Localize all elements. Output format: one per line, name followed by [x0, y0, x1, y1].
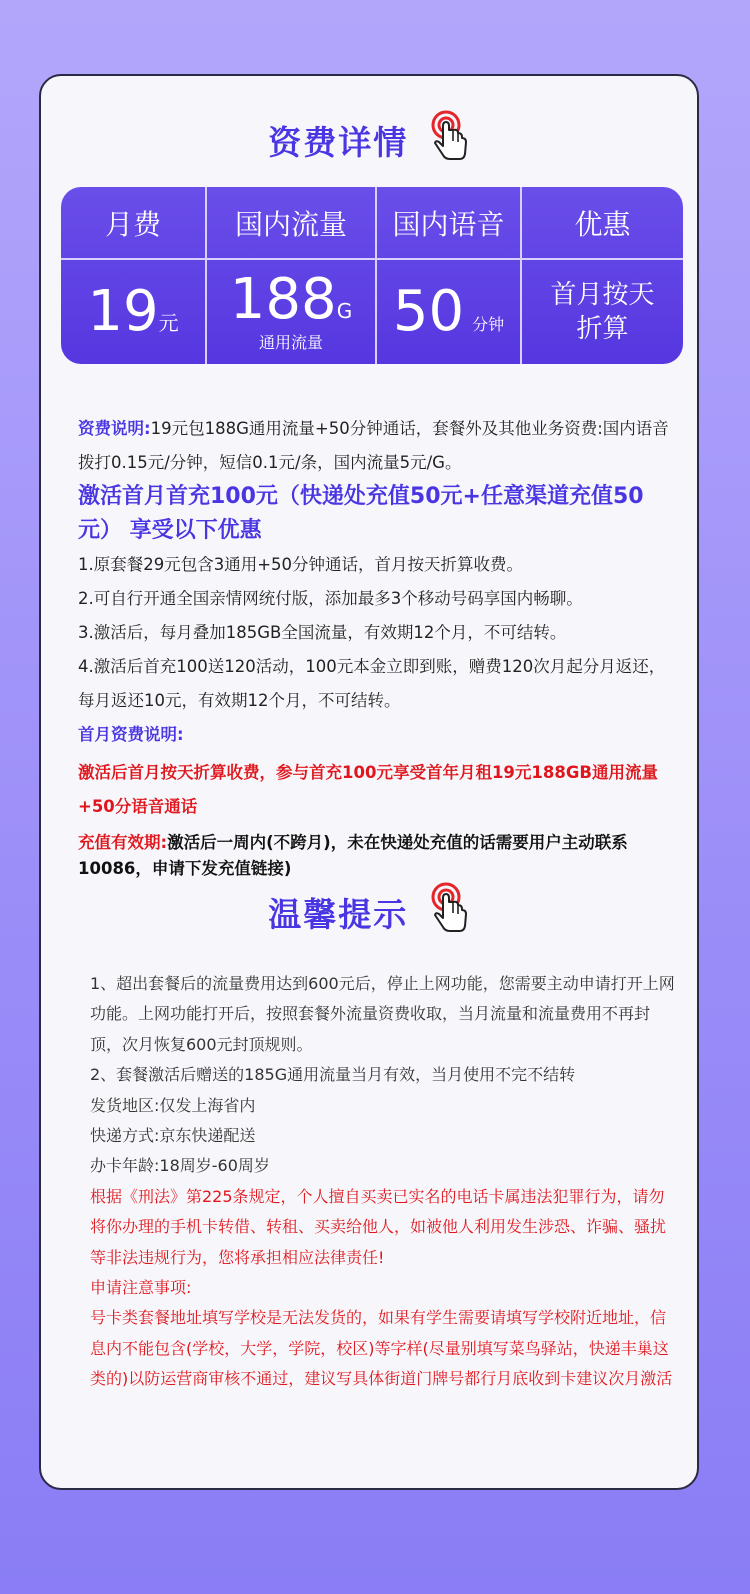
fee-description [78, 412, 678, 882]
header-domestic-voice: 国内语音 [375, 187, 520, 258]
voice-unit: 分钟 [472, 315, 505, 334]
header-domestic-data: 国内流量 [205, 187, 375, 258]
tip-age-limit: 办卡年龄:18周岁-60周岁 [90, 1156, 270, 1176]
tip-notice-label: 申请注意事项: [90, 1278, 192, 1298]
tap-hand-icon [430, 110, 470, 170]
data-subtitle: 通用流量 [258, 332, 323, 352]
offer-line-2: 折算 [576, 314, 629, 344]
data-unit: G [336, 298, 353, 323]
tip-line-2: 2、套餐激活后赠送的185G通用流量当月有效，当月使用不完不结转 [90, 1065, 576, 1085]
offer-item-3: 3.激活后，每月叠加185GB全国流量，有效期12个月，不可结转。 [78, 623, 567, 642]
plan-table [61, 187, 683, 364]
offer-item-4: 4.激活后首充100送120活动，100元本金立即到账，赠费120次月起分月返还，每月返还10元，有效期12个月，不可结转。 [78, 657, 666, 710]
warm-tips [90, 969, 675, 1395]
offer-item-2: 2.可自行开通全国亲情网统付版，添加最多3个移动号码享国内畅聊。 [78, 589, 583, 608]
offer-line-1: 首月按天 [550, 280, 655, 310]
first-month-text: 激活后首月按天折算收费，参与首充100元享受首年月租19元188GB通用流量+50分语音通话 [78, 763, 658, 816]
value-monthly-fee [61, 260, 205, 364]
tip-legal-warning: 根据《刑法》第225条规定，个人擅自买卖已实名的电话卡属违法犯罪行为，请勿将你办理的手机卡转借、转租、买卖给他人，如被他人利用发生涉恐、诈骗、骚扰等非法违规行为，您将承担相应法律责任! [90, 1186, 667, 1267]
offer-item-1: 1.原套餐29元包含3通用+50分钟通话，首月按天折算收费。 [78, 555, 524, 574]
fee-description-label: 资费说明: [78, 419, 151, 438]
fee-description-paragraph [78, 412, 678, 480]
recharge-label: 充值有效期: [78, 833, 168, 852]
heading-warm-tips-text: 温馨提示 [268, 894, 409, 934]
tap-hand-icon [430, 882, 470, 942]
tip-line-1: 1、超出套餐后的流量费用达到600元后，停止上网功能，您需要主动申请打开上网功能。上网功能打开后，按照套餐外流量资费收取，当月流量和流量费用不再封顶，次月恢复600元封顶规则。 [90, 974, 675, 1054]
plan-card [39, 74, 699, 1490]
tip-notice-text: 号卡类套餐地址填写学校是无法发货的，如果有学生需要请填写学校附近地址，信息内不能包含(学校，大学，学院，校区)等字样(尽量别填写菜鸟驿站，快递丰巢这类的)以防运营商审核不通过，建议写具体街道门牌号都行月底收到卡建议次月激活 [90, 1308, 673, 1389]
heading-plan-details [41, 110, 697, 170]
recharge-text: 激活后一周内(不跨月)，未在快递处充值的话需要用户主动联系10086，申请下发充值链接) [78, 833, 628, 878]
data-amount: 188 [229, 266, 337, 332]
recharge-paragraph [78, 830, 678, 882]
value-domestic-voice [375, 260, 520, 364]
plan-table-header [61, 187, 683, 258]
heading-plan-details-text: 资费详情 [268, 122, 409, 162]
tip-delivery-method: 快递方式:京东快递配送 [90, 1126, 256, 1146]
voice-amount: 50 [392, 279, 465, 344]
fee-unit: 元 [158, 311, 179, 335]
value-discount [520, 260, 683, 364]
activation-offer: 激活首月首充100元（快递处充值50元+任意渠道充值50元） 享受以下优惠 [78, 484, 644, 543]
value-domestic-data [205, 260, 375, 364]
header-monthly-fee: 月费 [104, 207, 161, 241]
plan-table-values [61, 260, 683, 364]
first-month-label: 首月资费说明: [78, 725, 184, 744]
fee-amount: 19 [87, 279, 159, 344]
header-discount: 优惠 [520, 187, 683, 258]
tip-shipping-area: 发货地区:仅发上海省内 [90, 1095, 256, 1115]
heading-warm-tips [41, 882, 697, 942]
fee-description-text: 19元包188G通用流量+50分钟通话，套餐外及其他业务资费:国内语音拨打0.15元/分钟，短信0.1元/条，国内流量5元/G。 [78, 419, 669, 472]
